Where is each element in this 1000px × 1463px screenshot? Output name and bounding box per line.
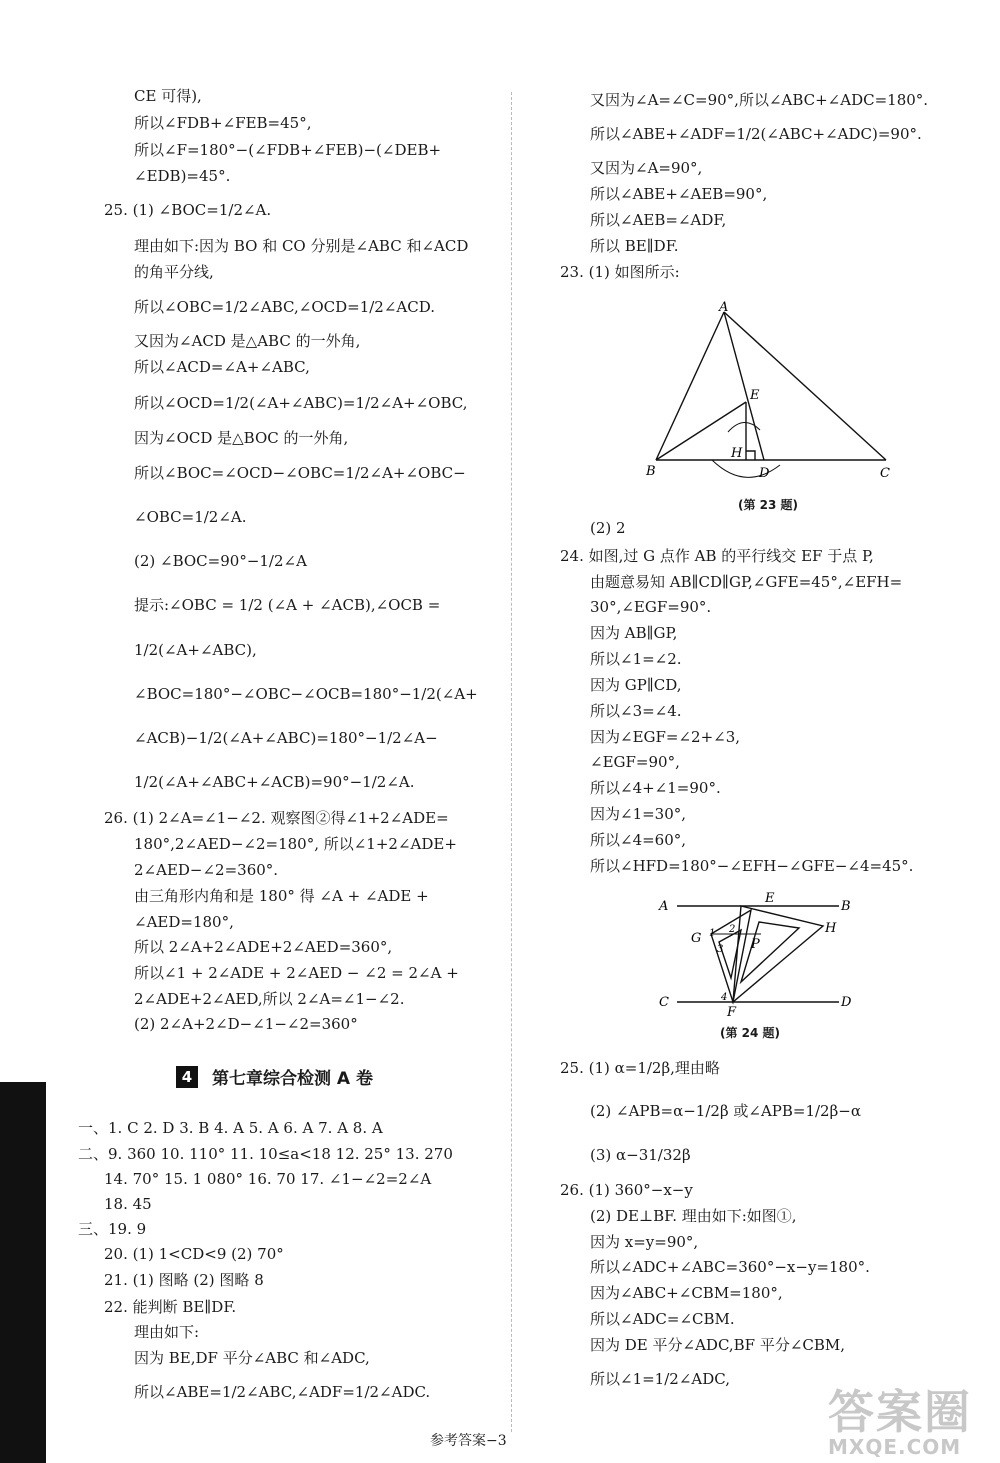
label-d: D [759, 466, 770, 481]
text-line: 因为 x=y=90°, [590, 1233, 699, 1251]
text-line: (2) 2 [590, 519, 626, 537]
text-line: 所以∠1=1/2∠ADC, [590, 1370, 730, 1388]
section-title: 第七章综合检测 A 卷 [212, 1069, 373, 1089]
text-line: 所以∠4+∠1=90°. [590, 779, 721, 797]
text-line: 所以∠ABE=1/2∠ABC,∠ADF=1/2∠ADC. [134, 1383, 431, 1401]
column-divider [511, 92, 512, 1432]
text-line: 所以∠FDB+∠FEB=45°, [134, 114, 312, 132]
text-line: 所以∠4=60°, [590, 831, 687, 849]
figure-24-caption: (第 24 题) [720, 1026, 781, 1040]
text-line: 因为∠EGF=∠2+∠3, [590, 728, 741, 746]
answers-part-1: 一、1. C 2. D 3. B 4. A 5. A 6. A 7. A 8. A [78, 1119, 383, 1137]
text-line: 所以∠ADC+∠ABC=360°−x−y=180°. [590, 1258, 870, 1276]
text-line: 18. 45 [104, 1195, 152, 1213]
watermark-text: 答案圈 [828, 1385, 972, 1439]
text-line: 所以∠OBC=1/2∠ABC,∠OCD=1/2∠ACD. [134, 298, 435, 316]
section-heading [176, 1064, 373, 1089]
label-angle-4: 4 [721, 992, 728, 1003]
answer-26-right: 26. (1) 360°−x−y [560, 1181, 693, 1199]
text-line: 所以∠ABE+∠ADF=1/2(∠ABC+∠ADC)=90°. [590, 125, 922, 143]
text-line: 所以∠AEB=∠ADF, [590, 211, 727, 229]
label-p: P [751, 937, 760, 952]
watermark-logo [828, 1385, 998, 1460]
answer-22: 22. 能判断 BE∥DF. [104, 1298, 237, 1316]
text-line: 因为 GP∥CD, [590, 676, 682, 694]
text-line: 因为∠1=30°, [590, 805, 687, 823]
label-angle-2: 2 [729, 924, 736, 935]
text-line: 20. (1) 1<CD<9 (2) 70° [104, 1245, 284, 1263]
set-square-right-inner [741, 922, 799, 982]
label-e: E [765, 891, 775, 906]
figure-23 [640, 300, 900, 490]
text-line: 由三角形内角和是 180° 得 ∠A + ∠ADE + [134, 887, 429, 905]
text-line: (2) DE⊥BF. 理由如下:如图①, [590, 1207, 797, 1225]
text-line: 理由如下: [134, 1323, 200, 1341]
text-line: 2∠AED−∠2=360°. [134, 861, 279, 879]
label-c: C [880, 466, 890, 481]
page-footer: 参考答案−3 [430, 1433, 507, 1449]
answer-25-right: 25. (1) α=1/2β,理由略 [560, 1059, 720, 1077]
label-a: A [719, 300, 729, 315]
text-line: (2) 2∠A+2∠D−∠1−∠2=360° [134, 1015, 358, 1033]
answer-25: 25. (1) ∠BOC=1/2∠A. [104, 201, 272, 219]
segment-ad [724, 312, 764, 460]
text-line: 又因为∠A=∠C=90°,所以∠ABC+∠ADC=180°. [590, 91, 929, 109]
label-angle-3: 3 [717, 944, 724, 955]
text-line: ∠ACB)−1/2(∠A+∠ABC)=180°−1/2∠A− [134, 729, 438, 747]
text-line: 所以∠1=∠2. [590, 650, 682, 668]
text-line: CE 可得), [134, 87, 202, 105]
text-line: 所以∠3=∠4. [590, 702, 682, 720]
label-b: B [841, 899, 851, 914]
text-line: 所以 2∠A+2∠ADE+2∠AED=360°, [134, 938, 393, 956]
text-line: 所以∠HFD=180°−∠EFH−∠GFE−∠4=45°. [590, 857, 914, 875]
text-line: 14. 70° 15. 1 080° 16. 70 17. ∠1−∠2=2∠A [104, 1170, 432, 1188]
text-line: 提示:∠OBC = 1/2 (∠A + ∠ACB),∠OCB = [134, 596, 441, 614]
label-c: C [659, 995, 669, 1010]
text-line: 因为∠ABC+∠CBM=180°, [590, 1284, 783, 1302]
text-line: ∠EDB)=45°. [134, 167, 231, 185]
text-line: 1/2(∠A+∠ABC), [134, 641, 257, 659]
label-f: F [727, 1005, 737, 1020]
segment-ac [724, 312, 886, 460]
answers-part-3: 三、19. 9 [78, 1220, 147, 1238]
text-line: 又因为∠ACD 是△ABC 的一外角, [134, 332, 361, 350]
text-line: (2) ∠BOC=90°−1/2∠A [134, 552, 307, 570]
watermark-url: MXQE.COM [828, 1435, 962, 1459]
text-line: 的角平分线, [134, 263, 214, 281]
text-line: 所以∠ADC=∠CBM. [590, 1310, 735, 1328]
text-line: 180°,2∠AED−∠2=180°, 所以∠1+2∠ADE+ [134, 835, 457, 853]
page-edge-shadow [0, 1082, 46, 1463]
text-line: 30°,∠EGF=90°. [590, 598, 712, 616]
text-line: ∠BOC=180°−∠OBC−∠OCB=180°−1/2(∠A+ [134, 685, 478, 703]
text-line: 所以∠1 + 2∠ADE + 2∠AED − ∠2 = 2∠A + [134, 964, 459, 982]
text-line: 所以∠F=180°−(∠FDB+∠FEB)−(∠DEB+ [134, 141, 442, 159]
text-line: 因为 AB∥GP, [590, 624, 678, 642]
answers-part-2: 二、9. 360 10. 110° 11. 10≤a<18 12. 25° 13. 270 [78, 1145, 453, 1163]
text-line: ∠EGF=90°, [590, 753, 680, 771]
label-g: G [691, 931, 702, 946]
answer-24: 24. 如图,过 G 点作 AB 的平行线交 EF 于点 P, [560, 547, 874, 565]
text-line: 1/2(∠A+∠ABC+∠ACB)=90°−1/2∠A. [134, 773, 415, 791]
text-line: 所以 BE∥DF. [590, 237, 679, 255]
text-line: 因为 DE 平分∠ADC,BF 平分∠CBM, [590, 1336, 846, 1354]
construction-arc [712, 460, 780, 477]
text-line: 又因为∠A=90°, [590, 159, 703, 177]
label-b: B [646, 464, 656, 479]
answer-23: 23. (1) 如图所示: [560, 263, 680, 281]
text-line: 21. (1) 图略 (2) 图略 8 [104, 1271, 264, 1289]
text-line: 因为∠OCD 是△BOC 的一外角, [134, 429, 349, 447]
figure-23-caption: (第 23 题) [738, 498, 799, 512]
text-line: 所以∠ACD=∠A+∠ABC, [134, 358, 310, 376]
label-a: A [659, 899, 669, 914]
text-line: 因为 BE,DF 平分∠ABC 和∠ADC, [134, 1349, 370, 1367]
answer-26: 26. (1) 2∠A=∠1−∠2. 观察图②得∠1+2∠ADE= [104, 809, 449, 827]
text-line: 理由如下:因为 BO 和 CO 分别是∠ABC 和∠ACD [134, 237, 469, 255]
text-line: 2∠ADE+2∠AED,所以 2∠A=∠1−∠2. [134, 990, 405, 1008]
text-line: ∠AED=180°, [134, 913, 234, 931]
figure-24 [655, 890, 855, 1020]
right-angle-mark [746, 451, 755, 460]
set-square-right [733, 906, 823, 1002]
label-d: D [841, 995, 852, 1010]
section-number: 4 [176, 1066, 198, 1088]
label-angle-1: 1 [709, 928, 716, 939]
text-line: 由题意易知 AB∥CD∥GP,∠GFE=45°,∠EFH= [590, 573, 903, 591]
label-e: E [750, 388, 760, 403]
label-h: H [731, 446, 743, 461]
text-line: ∠OBC=1/2∠A. [134, 508, 247, 526]
text-line: (3) α−31/32β [590, 1146, 691, 1164]
text-line: (2) ∠APB=α−1/2β 或∠APB=1/2β−α [590, 1102, 861, 1120]
text-line: 所以∠BOC=∠OCD−∠OBC=1/2∠A+∠OBC− [134, 464, 466, 482]
label-h: H [825, 921, 837, 936]
text-line: 所以∠OCD=1/2(∠A+∠ABC)=1/2∠A+∠OBC, [134, 394, 468, 412]
text-line: 所以∠ABE+∠AEB=90°, [590, 185, 768, 203]
